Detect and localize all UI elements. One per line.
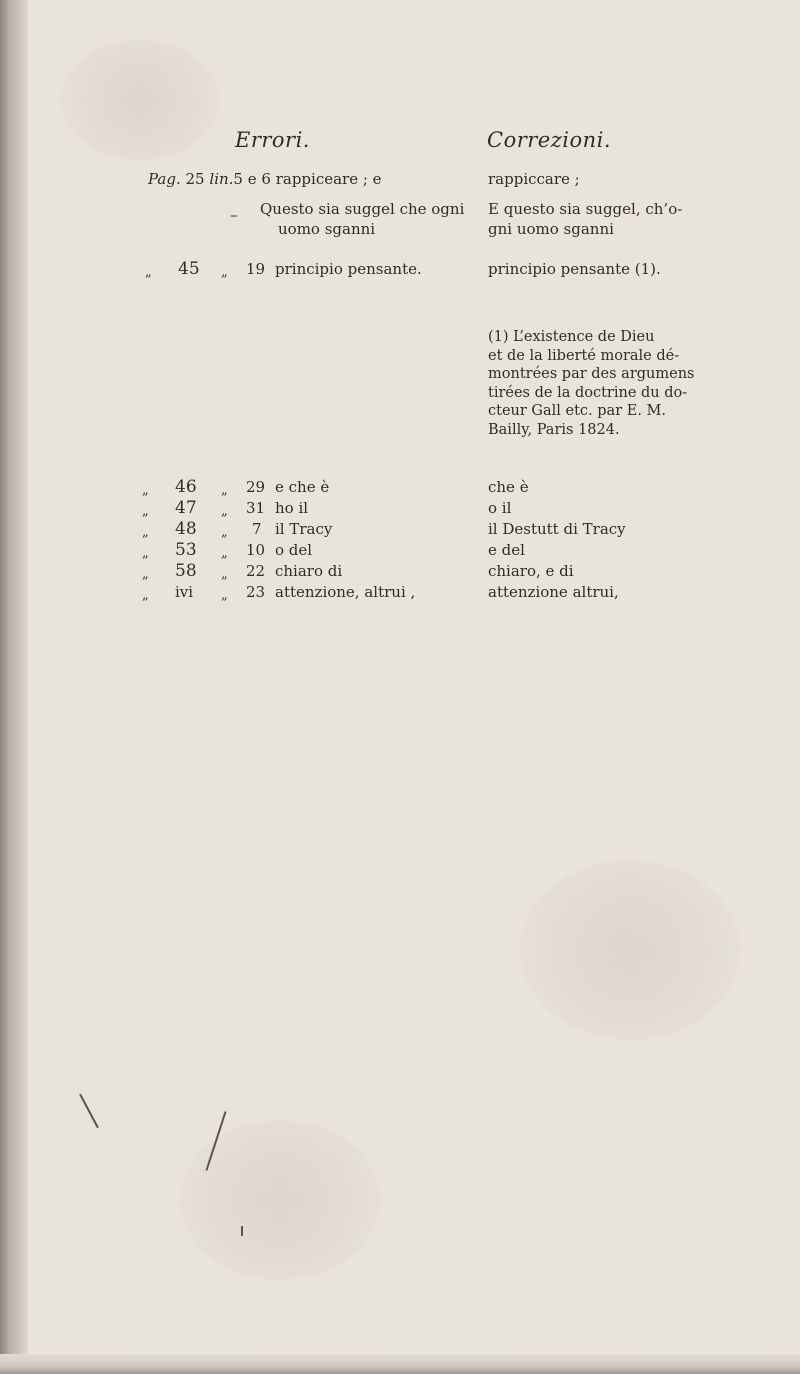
ditto-mark: „ (142, 546, 149, 561)
line-number: 7 (252, 520, 262, 538)
page-number: 58 (175, 561, 197, 581)
error-text: o del (275, 541, 313, 559)
error-text: e che è (275, 478, 330, 496)
page-label: Pag. (148, 170, 181, 188)
error-text: uomo sganni (278, 220, 376, 238)
page-number: 25 (185, 170, 205, 188)
ditto-mark: „ (221, 504, 228, 519)
correction-text: o il (488, 499, 512, 517)
ditto-mark: „ (221, 588, 228, 603)
erratum-entry-first (148, 170, 382, 189)
line-number: 23 (246, 583, 266, 601)
line-number: 5 e 6 (233, 170, 271, 188)
footnote-line: tirées de la doctrine du do- (488, 384, 688, 401)
ditto-mark: „ (221, 483, 228, 498)
line-number: 31 (246, 499, 266, 517)
footnote-line: cteur Gall etc. par E. M. (488, 403, 666, 419)
page-left-edge (0, 0, 28, 1374)
page-bottom-edge (0, 1354, 800, 1374)
page-number: 53 (175, 540, 197, 560)
corrections-header: Correzioni. (487, 128, 612, 152)
line-number: 19 (246, 260, 266, 278)
paper-stain (60, 40, 220, 160)
correction-text: principio pensante (1). (488, 260, 661, 278)
page-number: ivi (175, 583, 194, 601)
ditto-mark: „ (145, 265, 152, 280)
line-number: 29 (246, 478, 266, 496)
error-text: principio pensante. (275, 260, 422, 278)
ditto-mark: „ (221, 567, 228, 582)
page-number: 45 (178, 259, 200, 279)
footnote-line: (1) L’existence de Dieu (488, 329, 655, 345)
error-text: Questo sia suggel che ogni (260, 200, 465, 218)
line-number: 22 (246, 562, 266, 580)
footnote-line: montrées par des argumens (488, 366, 695, 382)
paper-stain (180, 1120, 380, 1280)
page-number: 46 (175, 477, 197, 497)
correction-text: il Destutt di Tracy (488, 520, 626, 538)
correction-text: attenzione altrui, (488, 583, 619, 601)
ditto-mark: „ (142, 504, 149, 519)
stray-pen-mark (79, 1094, 99, 1128)
correction-text: che è (488, 478, 529, 496)
error-text: chiaro di (275, 562, 343, 580)
page-number: 47 (175, 498, 197, 518)
line-label: lin. (209, 170, 234, 188)
ditto-mark: „ (221, 265, 228, 280)
ditto-mark: „ (142, 588, 149, 603)
footnote-line: et de la liberté morale dé- (488, 347, 680, 364)
ditto-mark: „ (142, 483, 149, 498)
ditto-mark: „ (221, 525, 228, 540)
correction-text: chiaro, e di (488, 562, 574, 580)
correction-text: rappiccare ; (488, 170, 580, 188)
ditto-mark: „ (221, 546, 228, 561)
ditto-mark: „ (142, 525, 149, 540)
correction-text: E questo sia suggel, ch’o- (488, 200, 683, 218)
dash-mark: – (230, 206, 238, 224)
errors-header: Errori. (235, 128, 310, 152)
error-text: rappiceare ; e (275, 170, 382, 188)
line-number: 10 (246, 541, 266, 559)
error-text: ho il (275, 499, 309, 517)
footnote-line: Bailly, Paris 1824. (488, 421, 620, 438)
page-number: 48 (175, 519, 197, 539)
correction-text: gni uomo sganni (488, 220, 614, 238)
footnote (488, 328, 694, 439)
stray-pen-mark (241, 1226, 243, 1236)
error-text: attenzione, altrui , (275, 583, 416, 601)
correction-text: e del (488, 541, 525, 559)
ditto-mark: „ (142, 567, 149, 582)
paper-stain (520, 860, 740, 1040)
error-text: il Tracy (275, 520, 333, 538)
